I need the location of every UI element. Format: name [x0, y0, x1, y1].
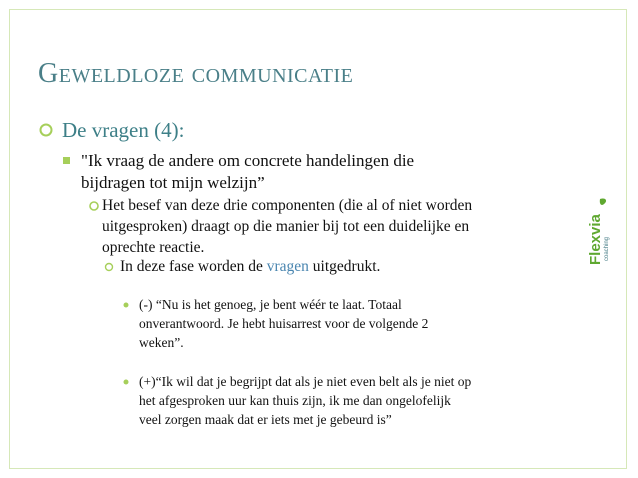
logo-text: Flexvia — [587, 214, 604, 265]
dot-bullet-icon — [123, 379, 129, 385]
logo-subtext: coaching — [604, 236, 610, 261]
highlight-word: vragen — [266, 258, 309, 275]
example-line: (-) “Nu is het genoeg, je bent wéér te laat. Totaal — [139, 297, 402, 312]
dot-bullet-icon — [123, 302, 129, 308]
flexvia-logo — [582, 195, 610, 270]
heading-text: De vragen (4): — [62, 118, 185, 142]
ring-bullet-icon — [104, 262, 114, 272]
sub-text: In deze fase worden de vragen uitgedrukt. — [120, 258, 381, 275]
example-line: veel zorgen maak dat er iets met je gebeurd is” — [139, 412, 392, 427]
example-line: weken”. — [139, 335, 184, 350]
leaf-icon — [600, 198, 606, 204]
example-line: (+)“Ik wil dat je begrijpt dat als je niet even belt als je niet op — [139, 374, 472, 389]
ring-bullet-icon — [38, 122, 54, 138]
quote-line: "Ik vraag de andere om concrete handelingen die — [81, 151, 415, 170]
example-line: onverantwoord. Je hebt huisarrest voor de volgende 2 — [139, 316, 429, 331]
quote-line: bijdragen tot mijn welzijn” — [81, 173, 265, 192]
point-line: Het besef van deze drie componenten (die al of niet worden — [102, 197, 473, 214]
square-bullet-icon — [63, 157, 71, 165]
point-line: uitgesproken) draagt op die manier bij tot een duidelijke en — [102, 218, 470, 235]
example-line: het afgesproken uur kan thuis zijn, ik me dan ongelofelijk — [139, 393, 451, 408]
ring-bullet-icon — [88, 200, 100, 212]
point-line: oprechte reactie. — [102, 239, 205, 256]
slide-title: Geweldloze communicatie — [38, 58, 354, 89]
